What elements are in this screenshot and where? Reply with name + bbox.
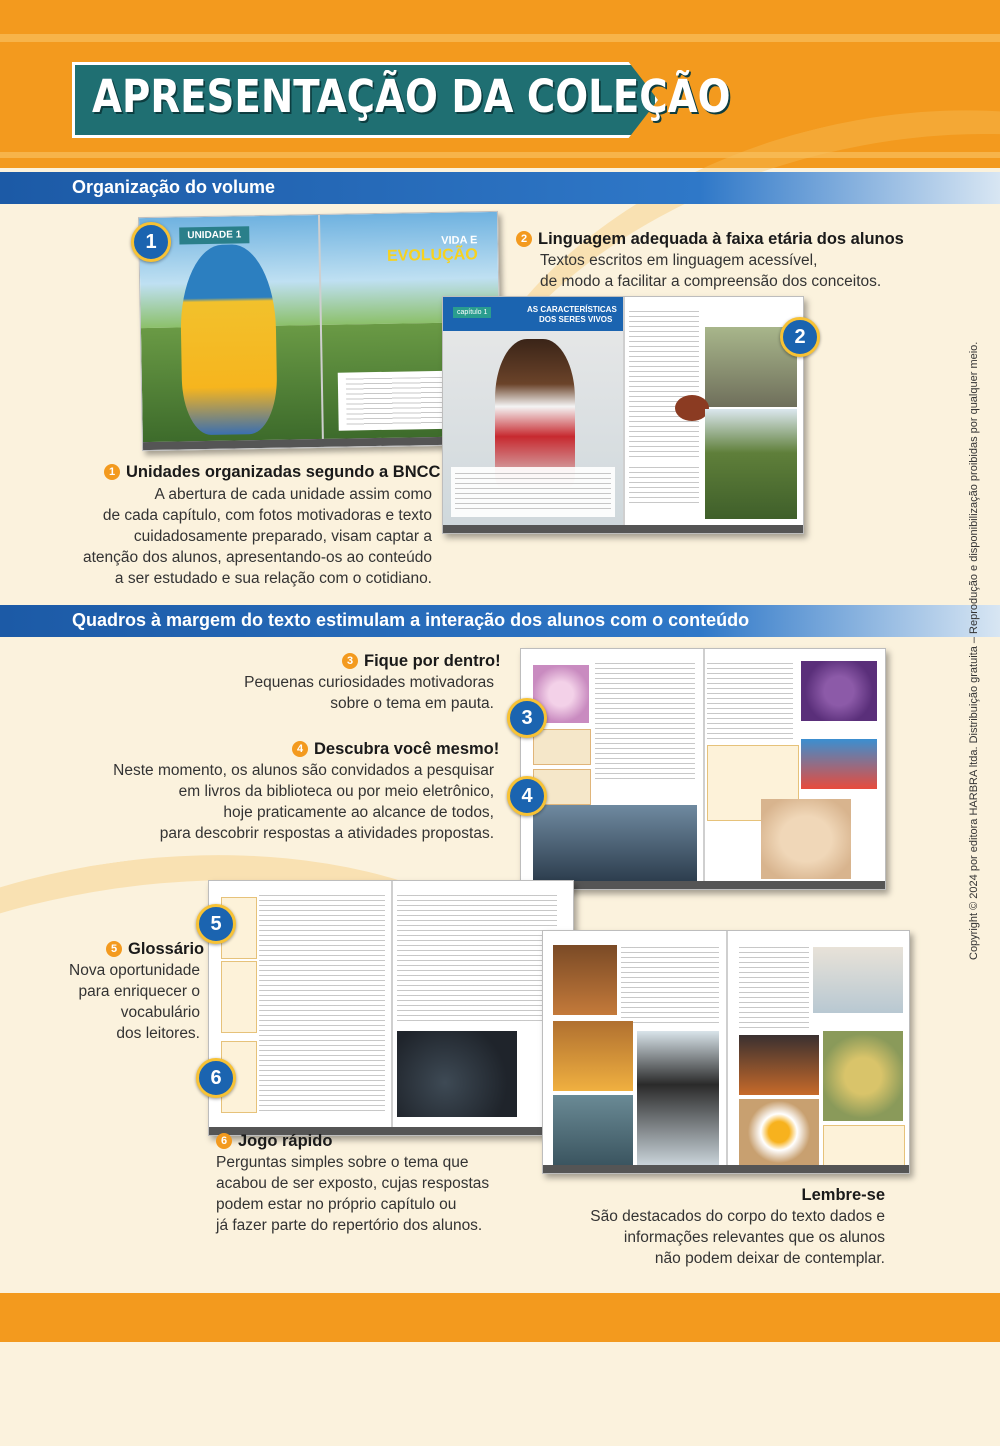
book-spine [623,297,625,533]
fique-por-dentro-box [533,729,591,765]
garbage-photo [397,1031,517,1117]
feature-1-line: atenção dos alunos, apresentando-os ao conteúdo [82,549,432,566]
feature-4-title [292,740,499,759]
feature-2-body [540,250,960,292]
macaw-photo [179,244,277,436]
section-title: Quadros à margem do texto estimulam a interação dos alunos com o conteúdo [72,610,750,630]
feature-1-line: a ser estudado e sua relação com o cotidiano. [114,570,432,587]
apple-photo [823,1031,903,1121]
feature-6-line: Perguntas simples sobre o tema que [216,1154,469,1171]
feature-7-body [540,1206,885,1269]
feature-4-line: hoje praticamente ao alcance de todos, [223,804,494,821]
whale-photo [533,805,697,881]
industry-photo [553,1095,633,1165]
lembre-se-box [823,1125,905,1167]
feature-5-title [106,940,204,959]
feature-6-line: já fazer parte do repertório dos alunos. [216,1217,483,1234]
glass-photo [813,947,903,1013]
tick-photo [675,395,709,421]
body-text [259,895,385,1115]
feature-6-body [216,1152,536,1236]
feature-7-title-text: Lembre-se [801,1186,885,1204]
fire-photo [553,1021,633,1091]
feature-5-body [20,960,200,1044]
feature-6-title-text: Jogo rápido [238,1132,333,1150]
feature-7-title [700,1186,885,1205]
feature-3-number: 3 [342,653,358,669]
body-text [739,947,809,1031]
feature-2-title [516,230,904,249]
section-title: Organização do volume [72,177,276,197]
book-spine [391,881,393,1135]
badge-5: 5 [196,904,236,944]
feature-3-line: sobre o tema em pauta. [330,695,494,712]
rust-photo [553,945,617,1015]
header-stripe [0,34,1000,42]
book-spine [703,649,705,889]
body-text [397,895,557,1025]
feature-7-line: São destacados do corpo do texto dados e [590,1208,885,1225]
feature-1-line: cuidadosamente preparado, visam captar a [133,528,432,545]
badge-3: 3 [507,698,547,738]
feature-1-title-text: Unidades organizadas segundo a BNCC [126,463,441,481]
book-base [443,525,803,533]
section-bar-volume [0,172,1000,204]
footer-band [0,1293,1000,1342]
feature-2-number: 2 [516,231,532,247]
body-text [621,947,719,1027]
glossary-box [221,961,257,1033]
book-base [521,881,885,889]
unit-title-b: EVOLUÇÃO [386,246,478,265]
badge-6: 6 [196,1058,236,1098]
feature-1-line: A abertura de cada unidade assim como [154,486,432,503]
feature-1-title [104,463,440,482]
soccer-photo [801,739,877,789]
body-text [455,473,611,513]
book-chemistry [542,930,910,1174]
feature-5-line: vocabulário [120,1004,200,1021]
feature-4-line: Neste momento, os alunos são convidados a pesquisar [113,762,494,779]
feature-4-title-text: Descubra você mesmo! [314,740,500,758]
copyright-notice: Copyright © 2024 por editora HARBRA ltda. Distribuição gratuita – Reprodução e disponibilização proibidas por qualquer meio. [968,341,980,960]
match-photo [739,1035,819,1095]
feature-5-line: para enriquecer o [78,983,200,1000]
chapter-title-a: AS CARACTERÍSTICAS [527,305,617,314]
chapter-tag: capítulo 1 [453,307,491,318]
badge-2: 2 [780,317,820,357]
feature-2-title-text: Linguagem adequada à faixa etária dos alunos [538,230,904,248]
feature-3-line: Pequenas curiosidades motivadoras [244,674,494,691]
feature-2-line: de modo a facilitar a compreensão dos conceitos. [540,273,882,290]
feature-3-title [342,652,501,671]
feature-1-line: de cada capítulo, com fotos motivadoras e texto [102,507,432,524]
tissue-photo [801,661,877,721]
chapter-title-b: DOS SERES VIVOS [539,315,613,324]
unit-title-a: VIDA E [441,234,478,247]
knee-illustration [761,799,851,879]
feature-4-line: para descobrir respostas a atividades propostas. [159,825,494,842]
section-bar-boxes [0,605,1000,637]
feature-5-title-text: Glossário [128,940,205,958]
smoke-photo [637,1031,719,1165]
feature-6-number: 6 [216,1133,232,1149]
book-tissues [520,648,886,890]
feature-3-title-text: Fique por dentro! [364,652,501,670]
feature-1-number: 1 [104,464,120,480]
unit-tag: UNIDADE 1 [179,226,249,244]
araucaria-photo [705,409,797,519]
feature-5-line: Nova oportunidade [69,962,200,979]
body-text [707,663,793,741]
book-base [543,1165,909,1173]
body-text [595,663,695,783]
feature-4-number: 4 [292,741,308,757]
book-waste [208,880,574,1136]
page-title: APRESENTAÇÃO DA COLEÇÃO [92,70,731,123]
feature-5-line: dos leitores. [116,1025,200,1042]
badge-1: 1 [131,222,171,262]
feature-5-number: 5 [106,941,122,957]
body-text [629,311,699,461]
feature-1-body [40,484,432,589]
body-text [629,467,699,507]
feature-6-title [216,1132,332,1151]
feature-4-body [60,760,494,844]
feature-7-line: informações relevantes que os alunos [623,1229,885,1246]
egg-photo [739,1099,819,1165]
feature-7-line: não podem deixar de contemplar. [654,1250,885,1267]
feature-4-line: em livros da biblioteca ou por meio eletrônico, [178,783,494,800]
book-spine [726,931,728,1173]
feature-6-line: podem estar no próprio capítulo ou [216,1196,457,1213]
feature-2-line: Textos escritos em linguagem acessível, [540,252,818,269]
book-chapter-opener [442,296,804,534]
feature-6-line: acabou de ser exposto, cujas respostas [216,1175,490,1192]
badge-4: 4 [507,776,547,816]
feature-3-body [180,672,494,714]
